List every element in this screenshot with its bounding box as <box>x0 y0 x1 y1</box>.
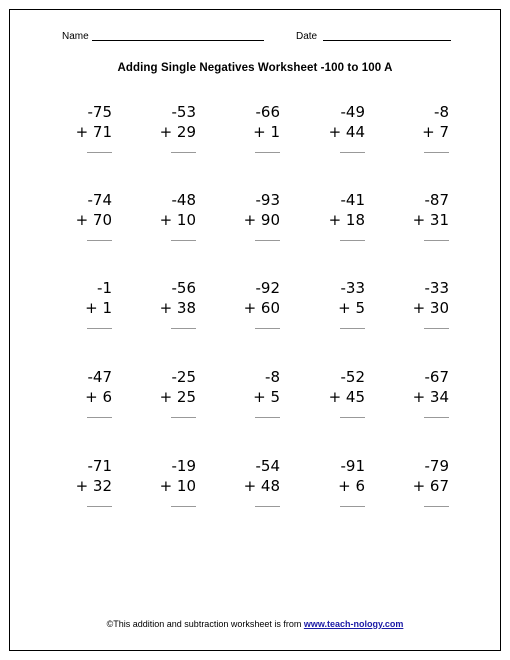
answer-line <box>87 142 112 153</box>
problem-top-number: -53 <box>171 103 196 121</box>
answer-line <box>424 407 449 418</box>
footer <box>0 619 510 629</box>
problem-bottom-number: + 44 <box>328 123 365 141</box>
problem-bottom-number: + 48 <box>243 477 280 495</box>
date-blank-line <box>323 40 451 41</box>
problem-top-number: -79 <box>424 457 449 475</box>
answer-line <box>171 230 196 241</box>
worksheet-title: Adding Single Negatives Worksheet -100 to 100 A <box>117 62 393 74</box>
problem-r5-c5 <box>379 456 449 507</box>
problem-top-number: -74 <box>87 191 112 209</box>
answer-line <box>424 318 449 329</box>
answer-line <box>87 230 112 241</box>
answer-line <box>171 318 196 329</box>
problem-top-number: -93 <box>255 191 280 209</box>
problem-bottom-number: + 6 <box>338 477 365 495</box>
problem-top-number: -75 <box>87 103 112 121</box>
answer-line <box>424 230 449 241</box>
problem-bottom-number: + 60 <box>243 299 280 317</box>
problem-top-number: -33 <box>340 279 365 297</box>
answer-line <box>424 496 449 507</box>
problem-r2-c5 <box>379 190 449 241</box>
problem-r5-c1 <box>42 456 112 507</box>
problem-top-number: -48 <box>171 191 196 209</box>
date-label: Date <box>296 31 318 42</box>
problem-top-number: -8 <box>434 103 449 121</box>
header-row <box>0 29 510 45</box>
answer-line <box>171 496 196 507</box>
answer-line <box>340 230 365 241</box>
problem-r1-c5 <box>379 102 449 153</box>
problem-r5-c2 <box>126 456 196 507</box>
footer-link[interactable]: www.teach-nology.com <box>303 619 404 629</box>
name-label: Name <box>62 31 89 42</box>
problem-top-number: -91 <box>340 457 365 475</box>
problem-r4-c2 <box>126 367 196 418</box>
answer-line <box>340 496 365 507</box>
problem-top-number: -71 <box>87 457 112 475</box>
problem-bottom-number: + 38 <box>159 299 196 317</box>
problem-r3-c1 <box>42 278 112 329</box>
problem-bottom-number: + 10 <box>159 211 196 229</box>
answer-line <box>255 407 280 418</box>
answer-line <box>340 318 365 329</box>
problem-bottom-number: + 45 <box>328 388 365 406</box>
problem-bottom-number: + 34 <box>412 388 449 406</box>
answer-line <box>340 142 365 153</box>
answer-line <box>171 407 196 418</box>
problem-r4-c5 <box>379 367 449 418</box>
problem-r3-c5 <box>379 278 449 329</box>
problem-top-number: -49 <box>340 103 365 121</box>
problem-bottom-number: + 71 <box>75 123 112 141</box>
problem-r2-c3 <box>210 190 280 241</box>
problem-bottom-number: + 1 <box>85 299 112 317</box>
problem-r4-c4 <box>295 367 365 418</box>
problem-r3-c2 <box>126 278 196 329</box>
answer-line <box>340 407 365 418</box>
problem-r1-c4 <box>295 102 365 153</box>
problem-bottom-number: + 67 <box>412 477 449 495</box>
problem-r3-c3 <box>210 278 280 329</box>
problem-top-number: -33 <box>424 279 449 297</box>
footer-text: ©This addition and subtraction worksheet is from <box>106 619 304 629</box>
problem-r4-c1 <box>42 367 112 418</box>
problem-bottom-number: + 32 <box>75 477 112 495</box>
problem-top-number: -25 <box>171 368 196 386</box>
answer-line <box>255 142 280 153</box>
answer-line <box>255 230 280 241</box>
problem-bottom-number: + 7 <box>422 123 449 141</box>
problem-r4-c3 <box>210 367 280 418</box>
problem-top-number: -47 <box>87 368 112 386</box>
problem-bottom-number: + 5 <box>253 388 280 406</box>
problem-top-number: -56 <box>171 279 196 297</box>
problem-r5-c4 <box>295 456 365 507</box>
problem-bottom-number: + 70 <box>75 211 112 229</box>
answer-line <box>255 318 280 329</box>
problem-top-number: -41 <box>340 191 365 209</box>
problem-bottom-number: + 29 <box>159 123 196 141</box>
problem-top-number: -92 <box>255 279 280 297</box>
problem-r1-c3 <box>210 102 280 153</box>
problem-bottom-number: + 30 <box>412 299 449 317</box>
problem-bottom-number: + 90 <box>243 211 280 229</box>
problem-top-number: -19 <box>171 457 196 475</box>
problem-top-number: -67 <box>424 368 449 386</box>
answer-line <box>171 142 196 153</box>
name-blank-line <box>92 40 264 41</box>
problem-top-number: -1 <box>97 279 112 297</box>
problem-bottom-number: + 10 <box>159 477 196 495</box>
problem-r2-c4 <box>295 190 365 241</box>
answer-line <box>87 407 112 418</box>
problem-r3-c4 <box>295 278 365 329</box>
problem-r1-c1 <box>42 102 112 153</box>
problem-bottom-number: + 1 <box>253 123 280 141</box>
problem-r1-c2 <box>126 102 196 153</box>
problem-bottom-number: + 31 <box>412 211 449 229</box>
answer-line <box>255 496 280 507</box>
problem-r5-c3 <box>210 456 280 507</box>
problem-bottom-number: + 6 <box>85 388 112 406</box>
answer-line <box>87 318 112 329</box>
problem-bottom-number: + 18 <box>328 211 365 229</box>
problem-top-number: -52 <box>340 368 365 386</box>
problem-top-number: -54 <box>255 457 280 475</box>
problem-r2-c1 <box>42 190 112 241</box>
problem-bottom-number: + 25 <box>159 388 196 406</box>
problem-r2-c2 <box>126 190 196 241</box>
problem-top-number: -87 <box>424 191 449 209</box>
problem-top-number: -8 <box>265 368 280 386</box>
problem-bottom-number: + 5 <box>338 299 365 317</box>
answer-line <box>87 496 112 507</box>
answer-line <box>424 142 449 153</box>
problem-top-number: -66 <box>255 103 280 121</box>
